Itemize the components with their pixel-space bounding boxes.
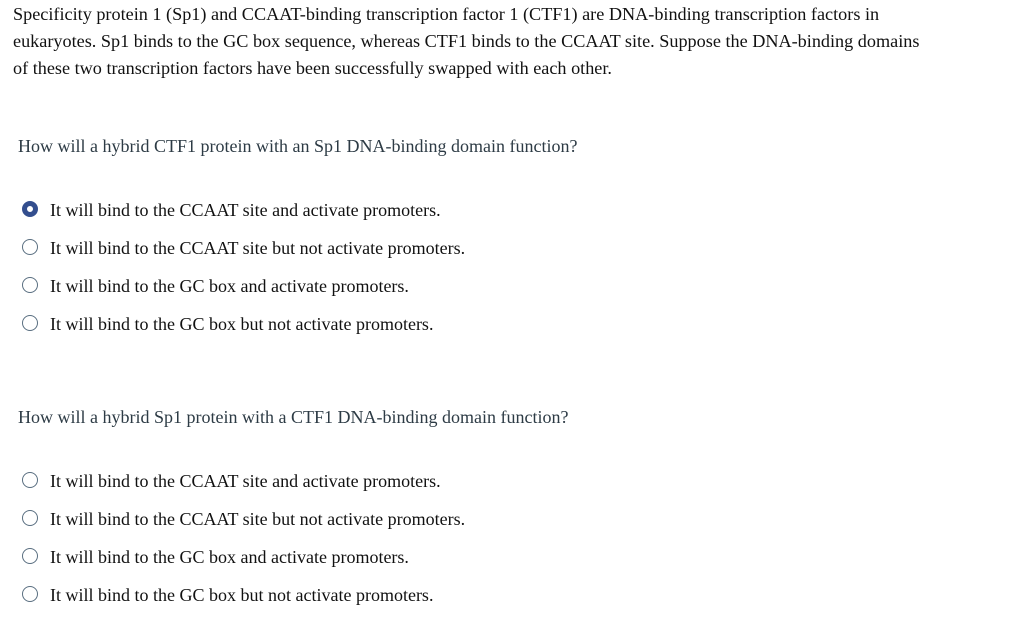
question-1-prompt: How will a hybrid CTF1 protein with an Sp1 DNA-binding domain function? [18, 136, 578, 156]
answer-option-label: It will bind to the CCAAT site and activate promoters. [50, 471, 441, 491]
radio-button[interactable] [22, 239, 38, 255]
radio-button-selected[interactable] [22, 201, 38, 217]
question-1-options [22, 198, 465, 350]
answer-option[interactable] [22, 198, 465, 236]
answer-option[interactable] [22, 312, 465, 350]
answer-option[interactable] [22, 545, 465, 583]
answer-option-label: It will bind to the CCAAT site and activate promoters. [50, 200, 441, 220]
radio-button[interactable] [22, 586, 38, 602]
radio-button[interactable] [22, 277, 38, 293]
answer-option-label: It will bind to the GC box and activate promoters. [50, 547, 409, 567]
answer-option[interactable] [22, 274, 465, 312]
answer-option[interactable] [22, 507, 465, 545]
answer-option-label: It will bind to the GC box but not activate promoters. [50, 585, 434, 605]
answer-option-label: It will bind to the GC box but not activate promoters. [50, 314, 434, 334]
answer-option-label: It will bind to the GC box and activate promoters. [50, 276, 409, 296]
answer-option[interactable] [22, 469, 465, 507]
intro-line-2: eukaryotes. Sp1 binds to the GC box sequence, whereas CTF1 binds to the CCAAT site. Suppose the DNA-binding domains [13, 31, 920, 51]
question-intro [13, 1, 1013, 82]
radio-button[interactable] [22, 315, 38, 331]
question-2-prompt: How will a hybrid Sp1 protein with a CTF1 DNA-binding domain function? [18, 407, 569, 427]
radio-button[interactable] [22, 510, 38, 526]
answer-option-label: It will bind to the CCAAT site but not activate promoters. [50, 238, 466, 258]
question-2-options [22, 469, 465, 621]
radio-button[interactable] [22, 548, 38, 564]
radio-button[interactable] [22, 472, 38, 488]
intro-line-3: of these two transcription factors have been successfully swapped with each other. [13, 58, 612, 78]
answer-option[interactable] [22, 583, 465, 621]
intro-line-1: Specificity protein 1 (Sp1) and CCAAT-binding transcription factor 1 (CTF1) are DNA-binding transcription factors in [13, 4, 880, 24]
answer-option-label: It will bind to the CCAAT site but not activate promoters. [50, 509, 466, 529]
answer-option[interactable] [22, 236, 465, 274]
